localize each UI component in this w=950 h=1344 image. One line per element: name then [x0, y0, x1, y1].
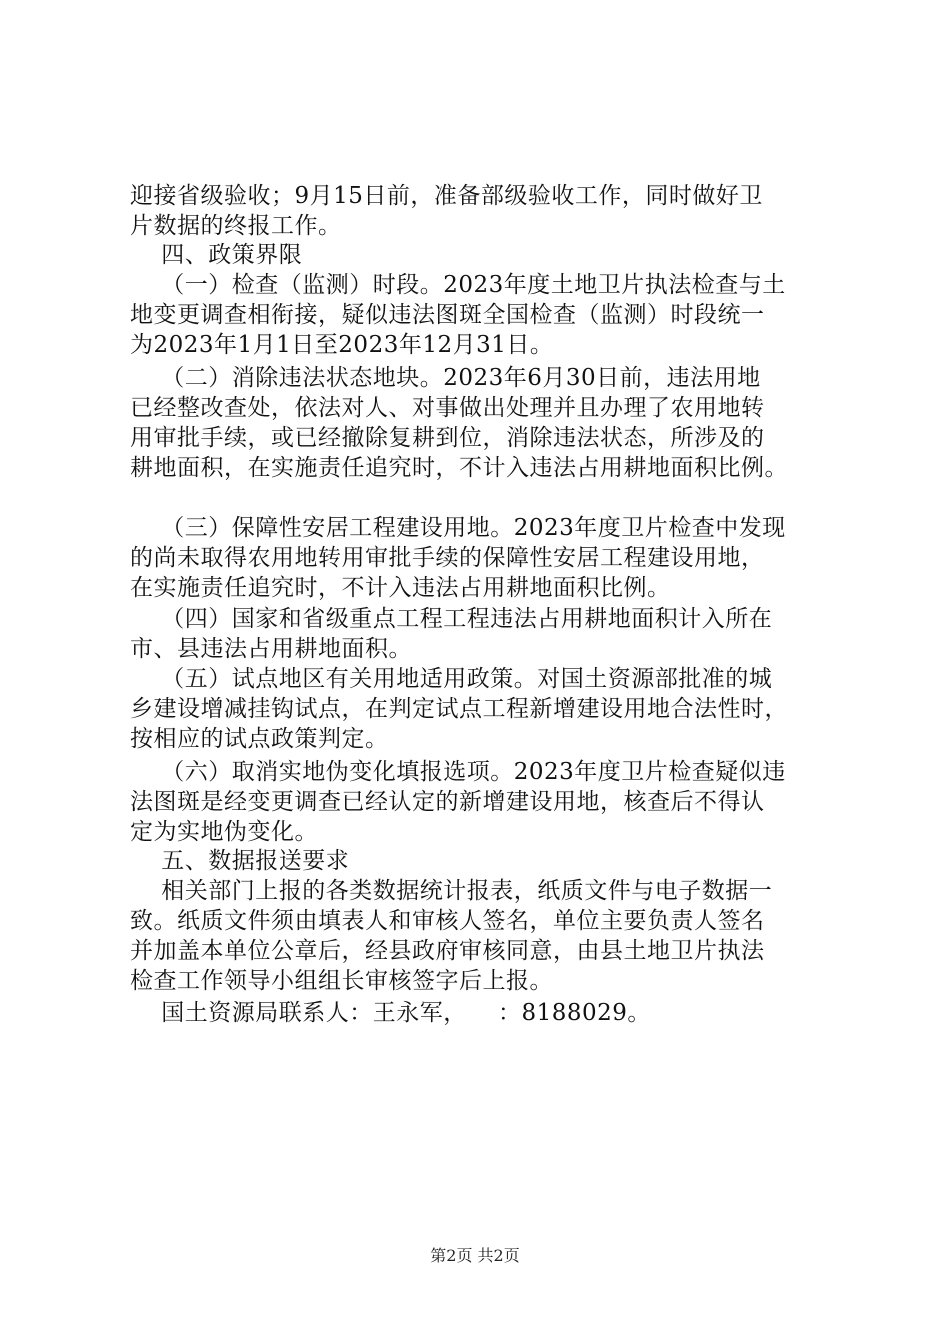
text-line: （五）试点地区有关用地适用政策。对国土资源部批准的城	[130, 666, 773, 692]
text-line: 用审批手续，或已经撤除复耕到位，消除违法状态，所涉及的	[130, 425, 765, 451]
text-line: 定为实地伪变化。	[130, 819, 318, 845]
text-line: 为2023年1月1日至2023年12月31日。	[130, 332, 554, 358]
page-footer: 第2页 共2页	[430, 1246, 520, 1265]
text-line: 法图斑是经变更调查已经认定的新增建设用地，核查后不得认	[130, 789, 765, 815]
text-line: 的尚未取得农用地转用审批手续的保障性安居工程建设用地，	[130, 545, 765, 571]
text-line: 已经整改查处，依法对人、对事做出处理并且办理了农用地转	[130, 395, 765, 421]
text-line: 并加盖本单位公章后，经县政府审核同意，由县土地卫片执法	[130, 938, 765, 964]
text-line: 相关部门上报的各类数据统计报表，纸质文件与电子数据一	[130, 878, 773, 904]
text-line: 片数据的终报工作。	[130, 213, 342, 239]
section-heading: 四、政策界限	[130, 242, 303, 268]
contact-line: 国土资源局联系人：王永军， ：8188029。	[130, 1000, 651, 1026]
text-line: （三）保障性安居工程建设用地。2023年度卫片检查中发现	[130, 515, 786, 541]
text-line: 市、县违法占用耕地面积。	[130, 636, 412, 662]
text-line: 耕地面积，在实施责任追究时，不计入违法占用耕地面积比例。	[130, 455, 788, 481]
text-line: 在实施责任追究时，不计入违法占用耕地面积比例。	[130, 575, 671, 601]
text-line: 乡建设增减挂钩试点，在判定试点工程新增建设用地合法性时，	[130, 696, 788, 722]
text-line: （二）消除违法状态地块。2023年6月30日前，违法用地	[130, 365, 761, 391]
text-line: 按相应的试点政策判定。	[130, 726, 389, 752]
text-line: 迎接省级验收；9月15日前，准备部级验收工作，同时做好卫	[130, 183, 763, 209]
text-line: （六）取消实地伪变化填报选项。2023年度卫片检查疑似违	[130, 759, 786, 785]
text-line: 检查工作领导小组组长审核签字后上报。	[130, 968, 553, 994]
text-line: （一）检查（监测）时段。2023年度土地卫片执法检查与土	[130, 272, 786, 298]
text-line: 致。纸质文件须由填表人和审核人签名，单位主要负责人签名	[130, 908, 765, 934]
text-line: （四）国家和省级重点工程工程违法占用耕地面积计入所在	[130, 606, 773, 632]
section-heading: 五、数据报送要求	[130, 848, 350, 874]
text-line: 地变更调查相衔接，疑似违法图斑全国检查（监测）时段统一	[130, 302, 765, 328]
